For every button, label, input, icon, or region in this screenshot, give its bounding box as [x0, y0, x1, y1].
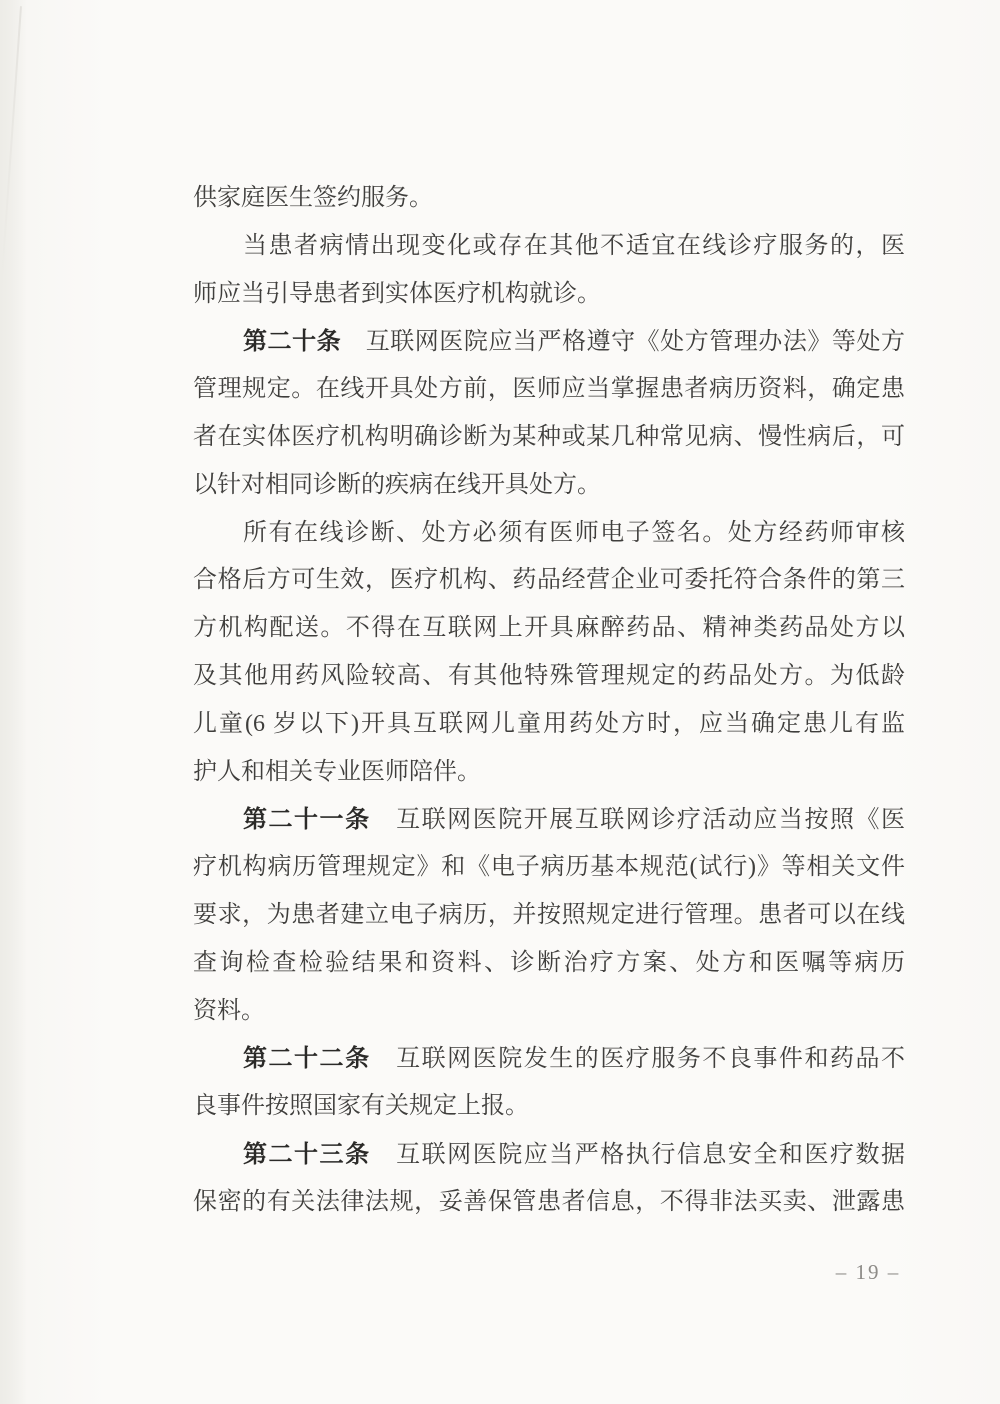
text-line	[193, 844, 905, 892]
text-segment: 管理规定。在线开具处方前，医师应当掌握患者病历资料，确定患	[193, 376, 905, 403]
text-line	[193, 701, 905, 749]
text-segment: 疗机构病历管理规定》和《电子病历基本规范(试行)》等相关文件	[193, 854, 905, 881]
text-line	[193, 1083, 905, 1131]
text-line	[193, 1035, 905, 1083]
text-line	[193, 271, 905, 319]
text-segment: 及其他用药风险较高、有其他特殊管理规定的药品处方。为低龄	[193, 662, 905, 689]
text-line	[193, 557, 905, 605]
text-segment: 以针对相同诊断的疾病在线开具处方。	[193, 471, 601, 498]
article-heading: 第二十条	[243, 328, 342, 356]
scan-edge-shade	[0, 0, 26, 1404]
text-segment: 方机构配送。不得在互联网上开具麻醉药品、精神类药品处方以	[193, 615, 905, 642]
text-line	[193, 892, 905, 940]
text-line	[193, 653, 905, 701]
text-segment: 互联网医院应当严格执行信息安全和医疗数据	[370, 1141, 906, 1168]
text-segment: 保密的有关法律法规，妥善保管患者信息，不得非法买卖、泄露患	[193, 1188, 905, 1215]
text-line	[193, 605, 905, 653]
text-line	[193, 175, 905, 223]
text-line	[193, 414, 905, 462]
document-text	[193, 175, 905, 1227]
text-segment: 互联网医院开展互联网诊疗活动应当按照《医	[370, 807, 906, 834]
text-line	[193, 796, 905, 844]
page-number: – 19 –	[835, 1260, 901, 1284]
text-segment: 要求，为患者建立电子病历，并按照规定进行管理。患者可以在线	[193, 901, 905, 928]
text-line	[193, 510, 905, 558]
text-line	[193, 988, 905, 1036]
article-heading: 第二十三条	[243, 1140, 371, 1168]
text-segment: 所有在线诊断、处方必须有医师电子签名。处方经药师审核	[243, 519, 905, 546]
article-heading: 第二十二条	[243, 1045, 371, 1073]
text-segment: 儿童(6 岁以下)开具互联网儿童用药处方时，应当确定患儿有监	[193, 710, 905, 737]
text-line	[193, 1131, 905, 1179]
text-line	[193, 749, 905, 797]
text-line	[193, 223, 905, 271]
text-segment: 资料。	[193, 997, 265, 1024]
text-segment: 护人和相关专业医师陪伴。	[193, 758, 481, 785]
text-segment: 合格后方可生效，医疗机构、药品经营企业可委托符合条件的第三	[193, 567, 905, 594]
text-segment: 供家庭医生签约服务。	[193, 185, 433, 211]
text-segment: 查询检查检验结果和资料、诊断治疗方案、处方和医嘱等病历	[193, 949, 905, 976]
text-line	[193, 318, 905, 366]
text-segment: 互联网医院发生的医疗服务不良事件和药品不	[370, 1046, 906, 1073]
text-segment: 良事件按照国家有关规定上报。	[193, 1093, 529, 1120]
article-heading: 第二十一条	[243, 806, 371, 834]
text-segment: 当患者病情出现变化或存在其他不适宜在线诊疗服务的，医	[243, 232, 905, 259]
text-segment: 者在实体医疗机构明确诊断为某种或某几种常见病、慢性病后，可	[193, 423, 905, 450]
text-line	[193, 366, 905, 414]
text-segment: 师应当引导患者到实体医疗机构就诊。	[193, 280, 601, 307]
text-line	[193, 1179, 905, 1227]
text-segment: 互联网医院应当严格遵守《处方管理办法》等处方	[341, 329, 906, 356]
text-line	[193, 462, 905, 510]
text-line	[193, 940, 905, 988]
